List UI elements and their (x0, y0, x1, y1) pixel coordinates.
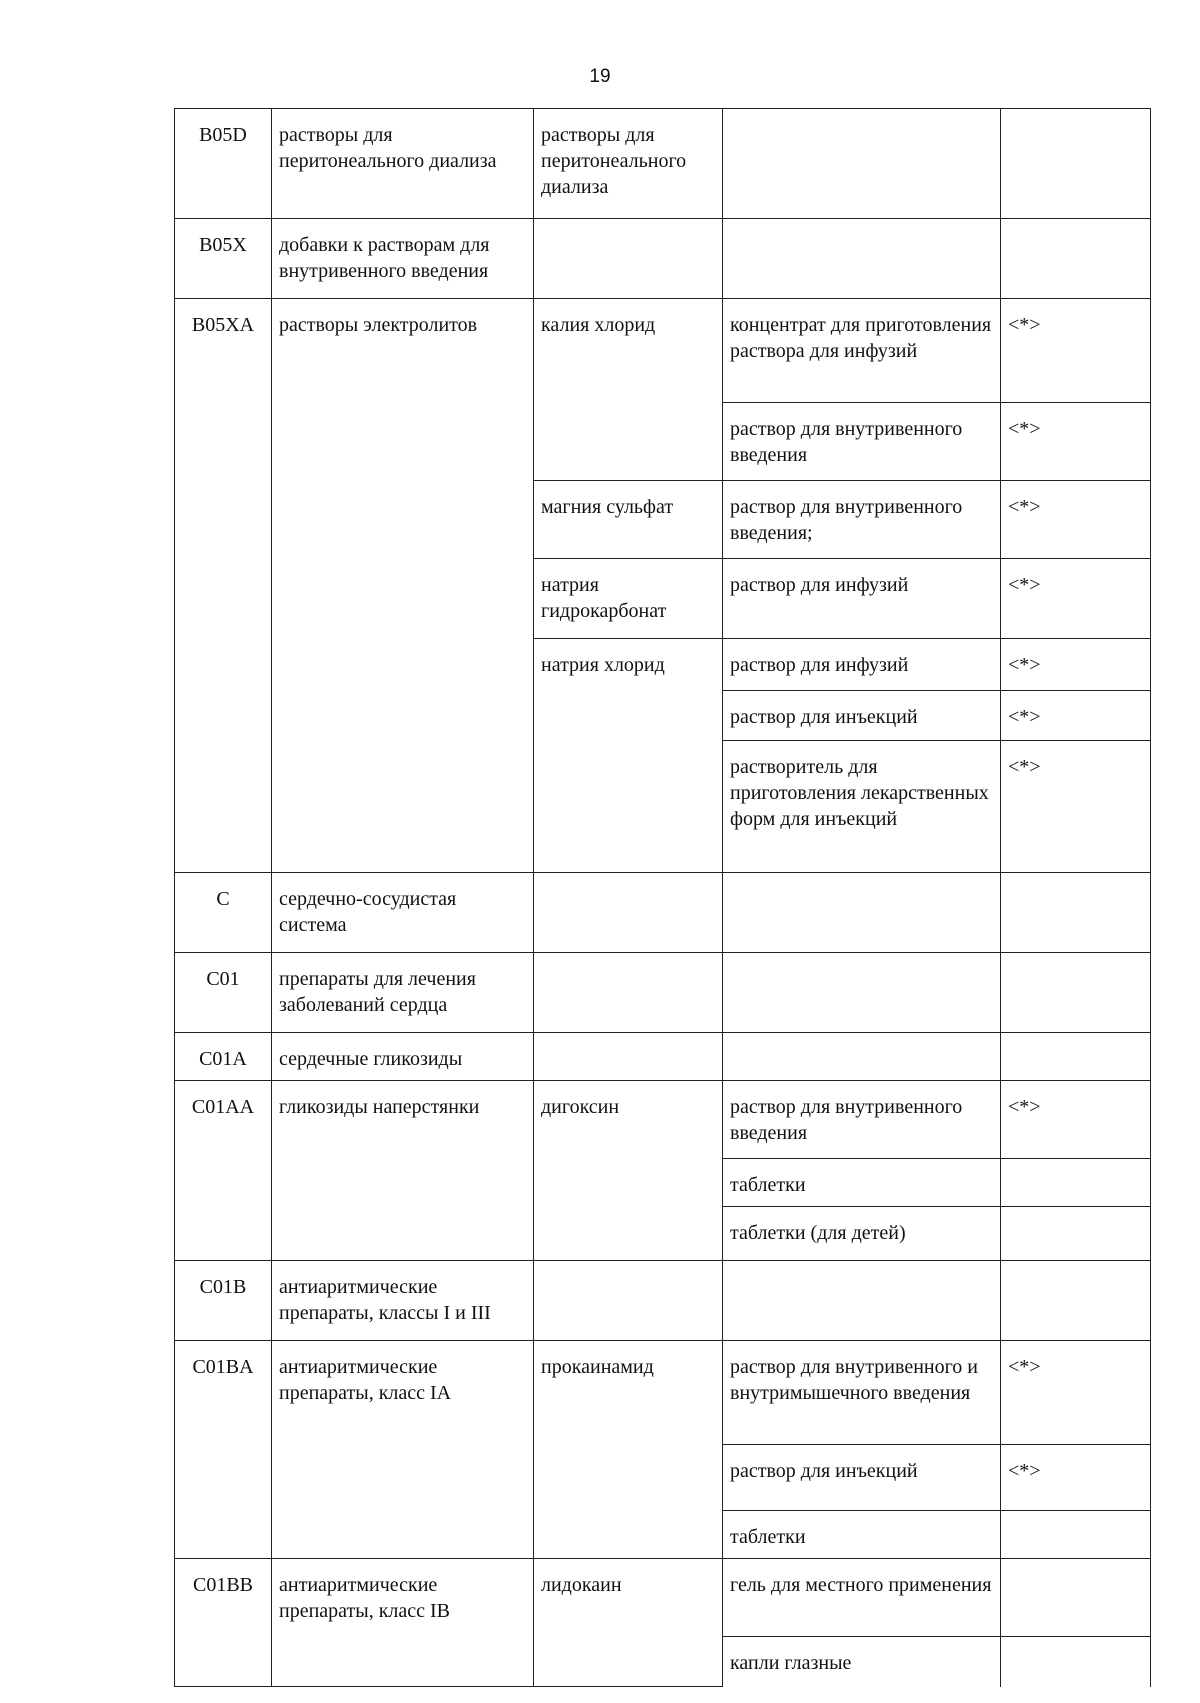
atc-group: гликозиды наперстянки (272, 1081, 534, 1261)
drug-list-table (174, 108, 1151, 1687)
dosage-form: раствор для внутривенного введения; (723, 481, 1001, 559)
atc-group: антиаритмические препараты, классы I и III (272, 1261, 534, 1341)
dosage-form: капли глазные (723, 1637, 1001, 1687)
dosage-form: гель для местного применения (723, 1559, 1001, 1637)
table-row (175, 219, 1151, 299)
note-mark (1001, 1511, 1151, 1559)
atc-group: растворы для перитонеального диализа (272, 109, 534, 219)
dosage-form (723, 109, 1001, 219)
note-mark: <*> (1001, 1445, 1151, 1511)
atc-code: B05D (175, 109, 272, 219)
atc-group: добавки к растворам для внутривенного введения (272, 219, 534, 299)
note-mark (1001, 873, 1151, 953)
note-mark (1001, 1637, 1151, 1687)
dosage-form: раствор для внутривенного введения (723, 403, 1001, 481)
dosage-form: таблетки (723, 1511, 1001, 1559)
note-mark (1001, 1159, 1151, 1207)
inn-name: прокаинамид (534, 1341, 723, 1559)
table-row (175, 1081, 1151, 1159)
atc-code: C01 (175, 953, 272, 1033)
table-row (175, 1559, 1151, 1637)
note-mark: <*> (1001, 639, 1151, 691)
table-row (175, 1341, 1151, 1445)
inn-name: натрия хлорид (534, 639, 723, 873)
note-mark (1001, 1559, 1151, 1637)
dosage-form (723, 1261, 1001, 1341)
dosage-form (723, 873, 1001, 953)
inn-name (534, 219, 723, 299)
note-mark (1001, 953, 1151, 1033)
note-mark: <*> (1001, 559, 1151, 639)
inn-name (534, 1033, 723, 1081)
table-row (175, 953, 1151, 1033)
atc-group: препараты для лечения заболеваний сердца (272, 953, 534, 1033)
dosage-form (723, 1033, 1001, 1081)
inn-name (534, 873, 723, 953)
atc-code: C01BA (175, 1341, 272, 1559)
inn-name: лидокаин (534, 1559, 723, 1687)
atc-code: C01B (175, 1261, 272, 1341)
dosage-form: таблетки (723, 1159, 1001, 1207)
inn-name (534, 1261, 723, 1341)
dosage-form: раствор для инфузий (723, 559, 1001, 639)
dosage-form: растворитель для приготовления лекарственных форм для инъекций (723, 741, 1001, 873)
dosage-form: таблетки (для детей) (723, 1207, 1001, 1261)
note-mark: <*> (1001, 299, 1151, 403)
inn-name: магния сульфат (534, 481, 723, 559)
table-row (175, 1033, 1151, 1081)
atc-code: C01BB (175, 1559, 272, 1687)
dosage-form: раствор для внутривенного введения (723, 1081, 1001, 1159)
note-mark (1001, 219, 1151, 299)
atc-code: B05XA (175, 299, 272, 873)
atc-code: B05X (175, 219, 272, 299)
inn-name: калия хлорид (534, 299, 723, 481)
inn-name (534, 953, 723, 1033)
dosage-form: раствор для инъекций (723, 1445, 1001, 1511)
note-mark: <*> (1001, 481, 1151, 559)
atc-group: сердечные гликозиды (272, 1033, 534, 1081)
atc-group: растворы электролитов (272, 299, 534, 873)
note-mark: <*> (1001, 741, 1151, 873)
atc-code: C01AA (175, 1081, 272, 1261)
note-mark: <*> (1001, 691, 1151, 741)
note-mark: <*> (1001, 403, 1151, 481)
atc-group: сердечно-сосудистая система (272, 873, 534, 953)
inn-name: растворы для перитонеального диализа (534, 109, 723, 219)
atc-code: C01A (175, 1033, 272, 1081)
dosage-form: раствор для инъекций (723, 691, 1001, 741)
note-mark (1001, 109, 1151, 219)
atc-group: антиаритмические препараты, класс IA (272, 1341, 534, 1559)
note-mark: <*> (1001, 1081, 1151, 1159)
dosage-form (723, 219, 1001, 299)
table-row (175, 1261, 1151, 1341)
dosage-form (723, 953, 1001, 1033)
inn-name: натрия гидрокарбонат (534, 559, 723, 639)
table-row (175, 299, 1151, 403)
note-mark: <*> (1001, 1341, 1151, 1445)
atc-code: C (175, 873, 272, 953)
dosage-form: раствор для внутривенного и внутримышечного введения (723, 1341, 1001, 1445)
dosage-form: концентрат для приготовления раствора для инфузий (723, 299, 1001, 403)
inn-name: дигоксин (534, 1081, 723, 1261)
page-number: 19 (589, 66, 611, 87)
dosage-form: раствор для инфузий (723, 639, 1001, 691)
note-mark (1001, 1033, 1151, 1081)
table-row (175, 109, 1151, 219)
note-mark (1001, 1207, 1151, 1261)
table-row (175, 873, 1151, 953)
atc-group: антиаритмические препараты, класс IB (272, 1559, 534, 1687)
note-mark (1001, 1261, 1151, 1341)
